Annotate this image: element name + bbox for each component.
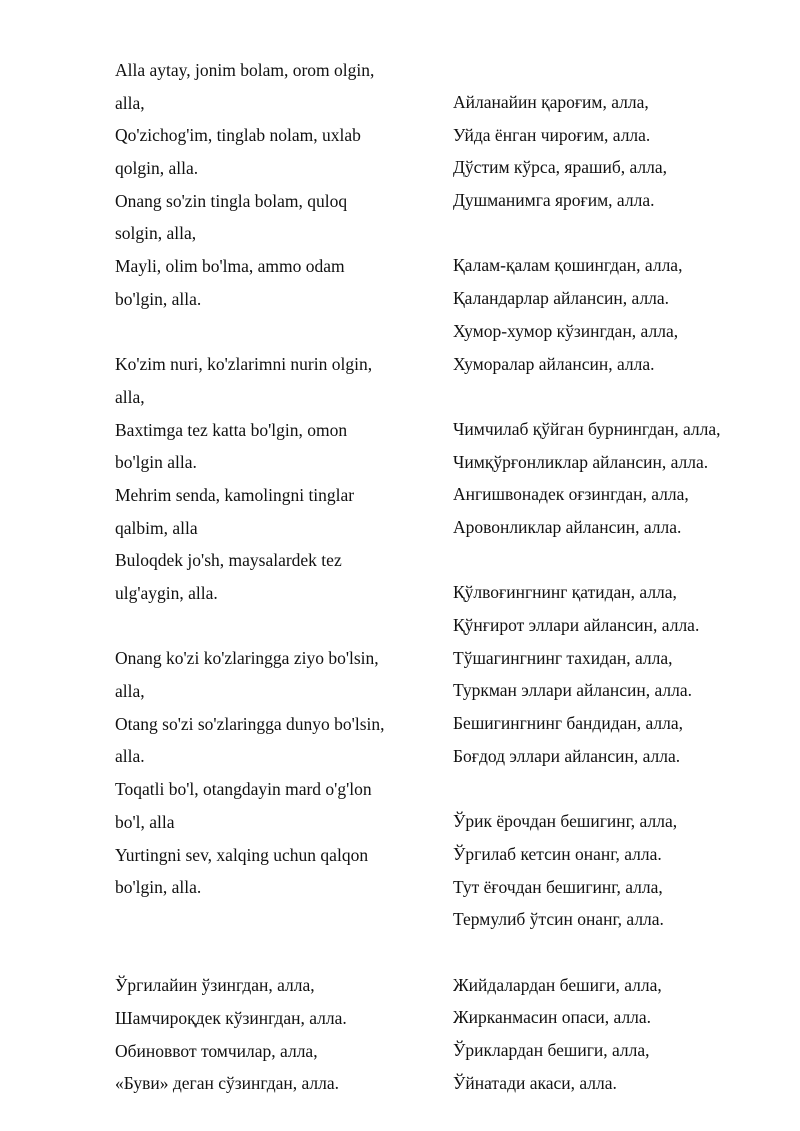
poem-line: Туркман эллари айлансин, алла. (453, 680, 692, 701)
stanza-gap (115, 316, 415, 349)
poem-line: solgin, alla, (115, 223, 197, 244)
poem-line: Mayli, olim bo'lma, ammo odam (115, 256, 345, 277)
poem-line: Yurtingni sev, xalqing uchun qalqon (115, 844, 369, 865)
poem-line: Айланайин қароғим, алла, (453, 92, 649, 112)
poem-line: Аровонликлар айлансин, алла. (453, 516, 682, 537)
poem-line: alla. (115, 746, 145, 767)
poem-line: Ўргилайин ўзингдан, алла, (115, 975, 315, 996)
poem-line: Onang so'zin tingla bolam, quloq (115, 190, 348, 211)
poem-line: Mehrim senda, kamolingni tinglar (115, 484, 355, 505)
poem-line: Qo'zichog'im, tinglab nolam, uxlab (115, 125, 361, 146)
poem-line: Қаландарлар айлансин, алла. (453, 288, 670, 309)
poem-line: Alla aytay, jonim bolam, orom olgin, (115, 60, 375, 80)
poem-line: alla, (115, 681, 145, 702)
poem-line: Қалам-қалам қошингдан, алла, (453, 255, 683, 276)
stanza-gap (453, 936, 783, 969)
poem-line: Дўстим кўрса, ярашиб, алла, (453, 157, 668, 178)
poem-line: bo'lgin alla. (115, 452, 197, 473)
poem-line: Otang so'zi so'zlaringga dunyo bo'lsin, (115, 713, 385, 734)
poem-line: «Буви» деган сўзингдан, алла. (115, 1073, 340, 1094)
poem-line: Қўнғирот эллари айлансин, алла. (453, 615, 700, 635)
poem-line: bo'l, alla (115, 811, 175, 832)
poem-line: qolgin, alla. (115, 158, 199, 179)
poem-line: Қўлвоғингнинг қатидан, алла, (453, 582, 677, 603)
poem-line: qalbim, alla (115, 517, 198, 538)
poem-line: Тут ёғочдан бешигинг, алла, (453, 876, 663, 897)
poem-line: Боғдод эллари айлансин, алла. (453, 745, 681, 766)
poem-line: Ўрик ёрочдан бешигинг, алла, (453, 811, 678, 832)
poem-line: Уйда ёнган чироғим, алла. (453, 124, 651, 145)
poem-line: Бешигингнинг бандидан, алла, (453, 713, 684, 734)
poem-line: bo'lgin, alla. (115, 877, 202, 898)
poem-line: Жийдалардан бешиги, алла, (453, 974, 662, 995)
poem-line: Toqatli bo'l, otangdayin mard o'g'lon (115, 779, 372, 800)
stanza-gap (453, 217, 783, 250)
poem-line: alla, (115, 92, 145, 113)
stanza-gap (453, 380, 783, 413)
poem-line: Тўшагингнинг тахидан, алла, (453, 647, 673, 668)
poem-line: Душманимга яроғим, алла. (453, 190, 655, 211)
stanza-gap (115, 610, 415, 643)
poem-line: Хуморалар айлансин, алла. (453, 353, 655, 374)
poem-line: alla, (115, 386, 145, 407)
left-column (115, 54, 415, 1100)
stanza-gap (115, 904, 415, 937)
poem-line: Чимқўрғонликлар айлансин, алла. (453, 451, 709, 472)
poem-line: Обиноввот томчилар, алла, (115, 1040, 318, 1061)
poem-line: bo'lgin, alla. (115, 288, 202, 309)
poem-line: ulg'aygin, alla. (115, 583, 218, 603)
poem-line: Onang ko'zi ko'zlaringga ziyo bo'lsin, (115, 648, 379, 669)
poem-line: Ko'zim nuri, ko'zlarimni nurin olgin, (115, 354, 373, 375)
poem-line: Ўйнатади акаси, алла. (453, 1072, 617, 1093)
poem-line: Baxtimga tez katta bo'lgin, omon (115, 419, 348, 440)
poem-line: Шамчироқдек кўзингдан, алла. (115, 1007, 347, 1028)
stanza-gap (453, 772, 783, 805)
poem-line: Ўриклардан бешиги, алла, (453, 1039, 650, 1060)
poem-line: Термулиб ўтсин онанг, алла. (453, 909, 664, 930)
poem-line: Ўргилаб кетсин онанг, алла. (453, 843, 662, 864)
stanza-gap (453, 544, 783, 577)
poem-line: Хумор-хумор кўзингдан, алла, (453, 320, 679, 341)
poem-line: Ангишвонадек оғзингдан, алла, (453, 484, 689, 505)
poem-line: Жирканмасин опаси, алла. (453, 1007, 652, 1028)
poem-line: Чимчилаб қўйган бурнингдан, алла, (453, 418, 721, 439)
stanza-gap (115, 937, 415, 970)
right-column (453, 86, 783, 1099)
poem-line: Buloqdek jo'sh, maysalardek tez (115, 550, 342, 571)
